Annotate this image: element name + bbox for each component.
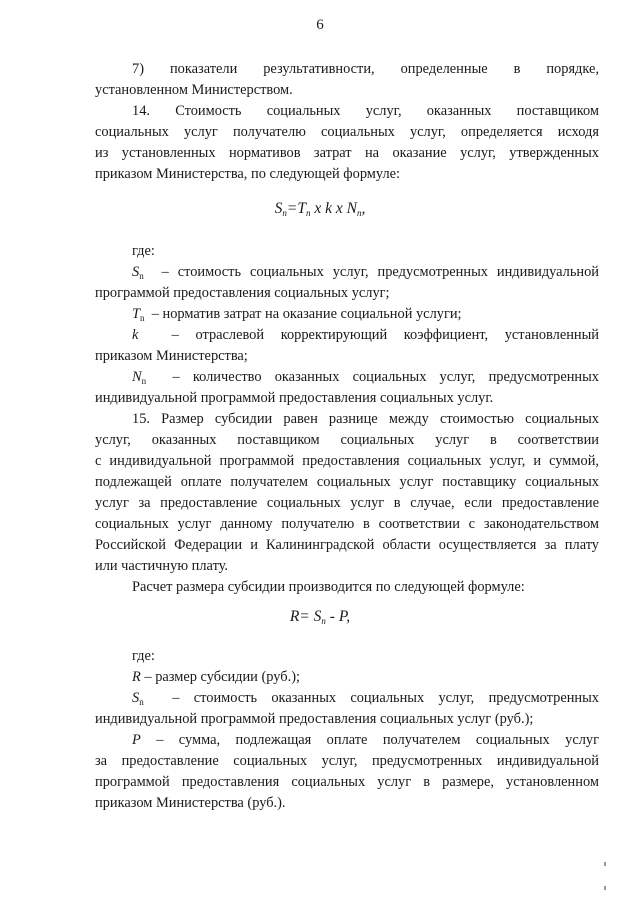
page-number: 6 (316, 17, 324, 33)
text-line: услуг, оказанных поставщиком социальных услуг в соответствии (95, 432, 599, 448)
text-line: социальных услуг данному получателю в соответствии с законодательством (95, 516, 599, 532)
definitions-2 (95, 0, 599, 905)
definition-line: $S_n$ – стоимость социальных услуг, предусмотренных индивидуальной (132, 264, 599, 281)
definition-line: приказом Министерства; (95, 348, 248, 364)
text-line: установленном Министерством. (95, 82, 293, 98)
definition-line: P – сумма, подлежащая оплате получателем социальных услуг (132, 732, 599, 748)
definition-line: $T_n$ – норматив затрат на оказание социальной услуги; (132, 306, 462, 323)
definition-line: индивидуальной программой предоставления социальных услуг (руб.); (95, 711, 534, 727)
definition-line: за предоставление социальных услуг, предусмотренных индивидуальной (95, 753, 599, 769)
text-line: услуг за предоставление социальных услуг в случае, если предоставление (95, 495, 599, 511)
formula-subsidy: $R= S_n - P$, (289, 608, 351, 626)
scan-mark (604, 886, 606, 890)
definition-line: приказом Министерства (руб.). (95, 795, 286, 811)
text-line: приказом Министерства, по следующей формуле: (95, 166, 401, 182)
text-line: 14. Стоимость социальных услуг, оказанных поставщиком (132, 103, 599, 119)
text-line: из установленных нормативов затрат на оказание услуг, утвержденных (95, 145, 599, 161)
text-line: социальных услуг получателю социальных услуг, определяется исходя (95, 124, 599, 140)
definition-line: программой предоставления социальных услуг; (95, 285, 390, 301)
text-line: подлежащей оплате получателем социальных услуг поставщику социальных (95, 474, 599, 490)
text-line: Расчет размера субсидии производится по следующей формуле: (132, 579, 525, 595)
scan-mark (604, 862, 606, 866)
where-label: где: (132, 648, 155, 664)
definition-line: $S_n$ – стоимость оказанных социальных услуг, предусмотренных (132, 690, 599, 707)
text-line: 7) показатели результативности, определенные в порядке, (132, 61, 599, 77)
text-line: Российской Федерации и Калининградской области осуществляется за плату (95, 537, 599, 553)
text-line: с индивидуальной программой предоставления социальных услуг, и суммой, (95, 453, 599, 469)
where-label: где: (132, 243, 155, 259)
definition-line: R – размер субсидии (руб.); (132, 669, 300, 685)
definition-line: индивидуальной программой предоставления социальных услуг. (95, 390, 494, 406)
text-line: или частичную плату. (95, 558, 229, 574)
definition-line: программой предоставления социальных услуг в размере, установленном (95, 774, 599, 790)
definition-line: k – отраслевой корректирующий коэффициент, установленный (132, 327, 599, 343)
definition-line: $N_n$ – количество оказанных социальных услуг, предусмотренных (132, 369, 599, 386)
text-line: 15. Размер субсидии равен разнице между стоимостью социальных (132, 411, 599, 427)
formula-cost: $S_n=T_n$ x k x $N_n$, (274, 200, 366, 218)
